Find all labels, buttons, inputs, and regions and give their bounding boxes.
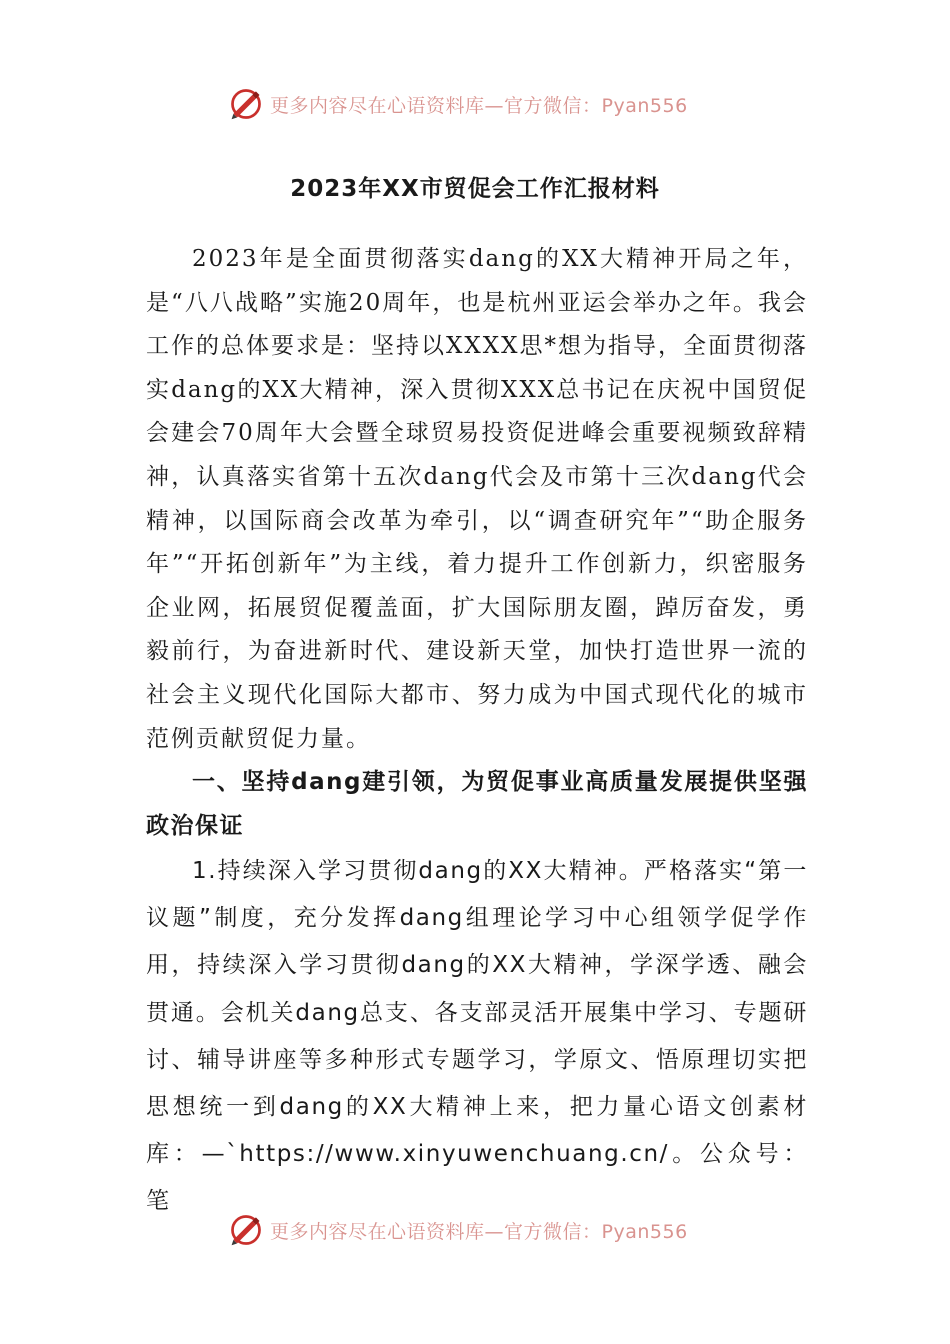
paragraph-intro: 2023年是全面贯彻落实dang的XX大精神开局之年，是“八八战略”实施20周年，也是杭州亚运会举办之年。我会工作的总体要求是：坚持以XXXX思*想为指导，全面贯彻落实dang的XX大精神，深入贯彻XXX总书记在庆祝中国贸促会建会70周年大会暨全球贸易投资促进峰会重要视频致辞精神，认真落实省第十五次dang代会及市第十三次dang代会精神，以国际商会改革为牵引，以“调查研究年”“助企服务年”“开拓创新年”为主线，着力提升工作创新力，织密服务企业网，拓展贸促覆盖面，扩大国际朋友圈，踔厉奋发，勇毅前行，为奋进新时代、建设新天堂，加快打造世界一流的社会主义现代化国际大都市、努力成为中国式现代化的城市范例贡献贸促力量。 <box>146 246 808 752</box>
paragraph-item-1: 1.持续深入学习贯彻dang的XX大精神。严格落实“第一议题”制度，充分发挥dang组理论学习中心组领学促学作用，持续深入学习贯彻dang的XX大精神，学深学透、融会贯通。会机关dang总支、各支部灵活开展集中学习、专题研讨、辅导讲座等多种形式专题学习，学原文、悟原理切实把思想统一到dang的XX大精神上来，把力量心语文创素材库：—`https://www.xinyuwenchuang.cn/。公众号：笔 <box>146 858 808 1215</box>
section-heading-1: 一、坚持dang建引领，为贸促事业高质量发展提供坚强政治保证 <box>146 769 808 839</box>
pen-circle-logo-icon <box>228 86 264 122</box>
document-title: 2023年XX市贸促会工作汇报材料 <box>290 176 660 202</box>
watermark-text: 更多内容尽在心语资料库—官方微信：Pyan556 <box>270 94 688 117</box>
pen-circle-logo-icon <box>228 1212 264 1248</box>
watermark-header <box>228 84 688 124</box>
watermark-footer <box>228 1210 688 1250</box>
watermark-text: 更多内容尽在心语资料库—官方微信：Pyan556 <box>270 1220 688 1243</box>
